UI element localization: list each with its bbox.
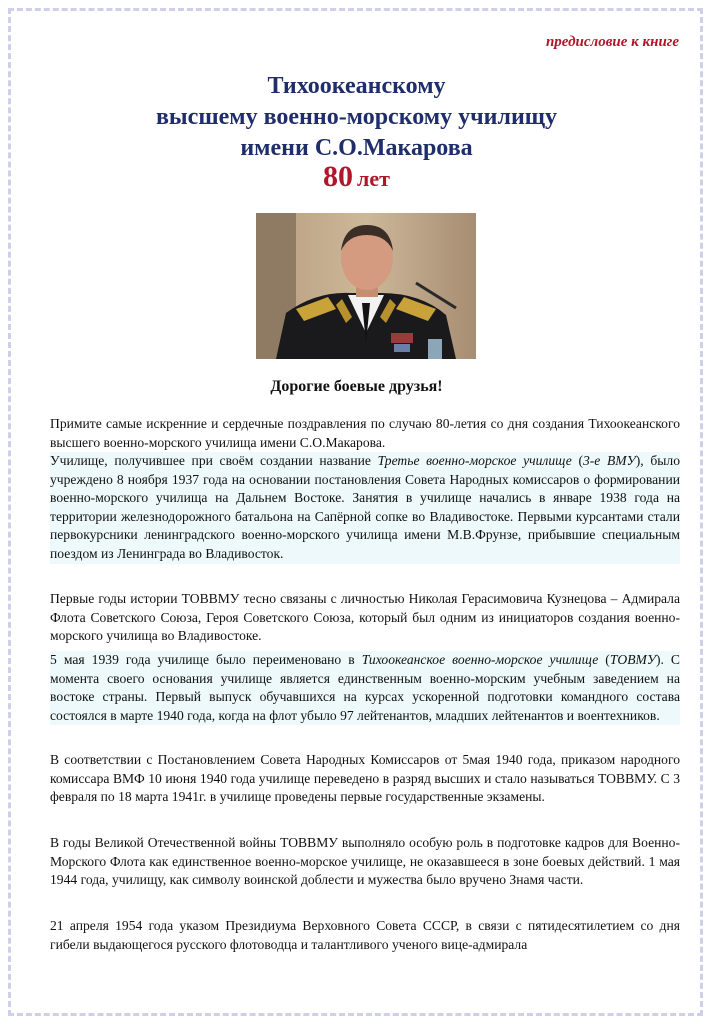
paragraph-2-italic-abbr: 3-е ВМУ — [582, 453, 636, 468]
preface-label: предисловие к книге — [545, 34, 679, 50]
paragraph-6: В годы Великой Отечественной войны ТОВВМУ выполняло особую роль в подготовке кадров для Военно-Морского Флота как единственное военно-морское училище, не оказавшееся в зоне боевых действий. 1 мая 1944 года, училищу, как символу воинской доблести и мужества было вручено Знамя части. — [50, 835, 680, 888]
anniversary-number: 80 — [323, 160, 354, 193]
paragraph-4 — [50, 651, 680, 725]
paragraph-4-text: ). С момента своего основания училище является единственным военно-морским учебным заведением на востоке страны. Первый выпуск обучавшихся на курсах ускоренной подготовки командного состава состоялся в марте 1940 года, когда на флот убыло 97 лейтенантов, младших лейтенантов и воентехников. — [50, 652, 681, 723]
anniversary-word: лет — [357, 166, 390, 191]
title-line-1: Тихоокеанскому — [267, 73, 446, 99]
paragraph-2-text: ( — [571, 453, 583, 468]
paragraph-4-text: ( — [598, 652, 610, 667]
paragraph-2-text: Училище, получившее при своём создании название — [50, 453, 378, 468]
paragraph-3: Первые годы истории ТОВВМУ тесно связаны с личностью Николая Герасимовича Кузнецова – Адмирала Флота Советского Союза, Героя Советского Союза, который был одним из инициаторов создания военно-морского училища во Владивостоке. — [50, 591, 680, 644]
title-line-2: высшему военно-морскому училищу — [155, 104, 558, 130]
paragraph-2-italic-name: Третье военно-морское училище — [377, 453, 572, 468]
portrait-photo — [256, 213, 476, 359]
paragraph-4-italic-name: Тихоокеанское военно-морское училище — [361, 652, 599, 667]
paragraph-1: Примите самые искренние и сердечные поздравления по случаю 80-летия со дня создания Тихоокеанского высшего военно-морского училища имени С.О.Макарова. — [50, 416, 680, 450]
title-line-3: имени С.О.Макарова — [240, 135, 473, 161]
paragraph-7: 21 апреля 1954 года указом Президиума Верховного Совета СССР, в связи с пятидесятилетием со дня гибели выдающегося русского флотоводца и талантливого ученого вице-адмирала — [50, 918, 680, 952]
paragraph-4-text: 5 мая 1939 года училище было переименовано в — [50, 652, 362, 667]
page-title — [0, 71, 713, 164]
paragraph-2-text: ), было учреждено 8 ноября 1937 года на основании постановления Совета Народных комиссаров о формировании военно-морского училища на Дальнем Востоке. Занятия в училище начались в январе 1938 года на территории железнодорожного батальона на Сапёрной сопке во Владивостоке. Первыми курсантами стали первокурсники ленинградского военно-морского училища имени М.В.Фрунзе, прибывшие специальным поездом из Ленинграда во Владивосток. — [50, 453, 680, 561]
paragraph-4-italic-abbr: ТОВМУ — [609, 652, 656, 667]
portrait-photo-image — [256, 213, 476, 359]
paragraph-5: В соответствии с Постановлением Совета Народных Комиссаров от 5мая 1940 года, приказом народного комиссара ВМФ 10 июня 1940 года училище переведено в разряд высших и стало называться ТОВВМУ. С 3 февраля по 18 марта 1941г. в училище проведены первые государственные экзамены. — [50, 752, 680, 805]
anniversary-heading — [0, 160, 713, 194]
paragraph-2 — [50, 452, 680, 564]
greeting-heading: Дорогие боевые друзья! — [270, 378, 443, 395]
